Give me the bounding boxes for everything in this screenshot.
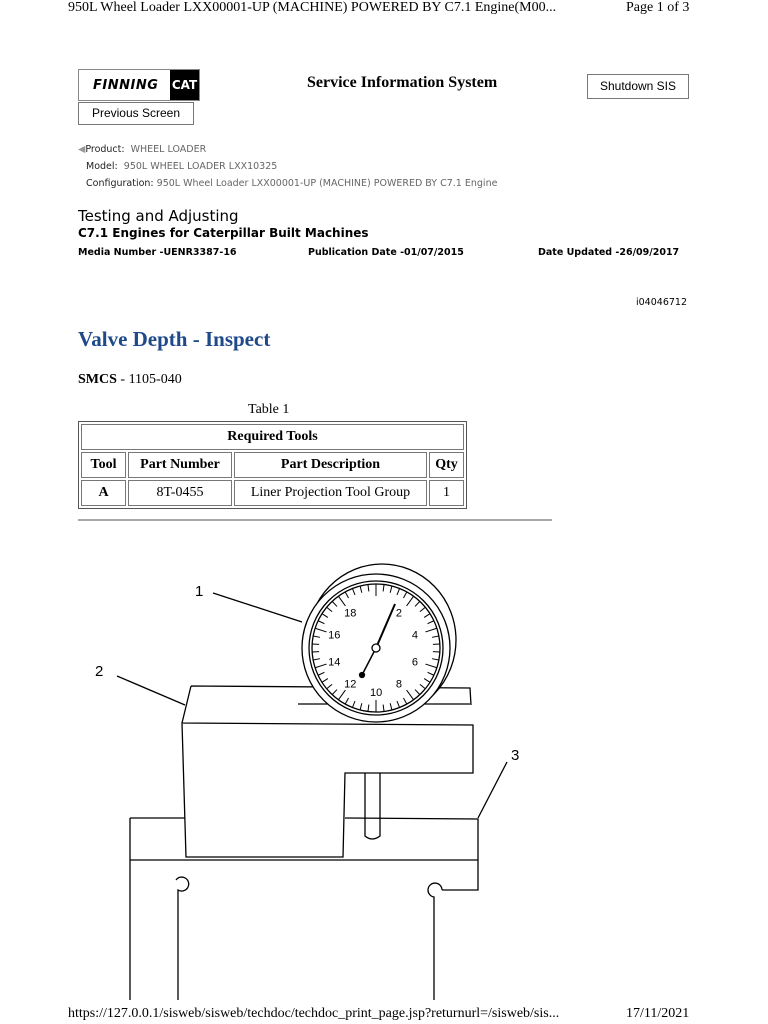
col-header-part-number: Part Number: [128, 452, 232, 478]
configuration-label: Configuration:: [86, 178, 154, 189]
cat-logo: CAT: [170, 70, 199, 100]
callout-3: 3: [511, 747, 520, 764]
configuration-line: [86, 178, 497, 189]
model-label: Model:: [86, 161, 118, 172]
dial-number: 2: [395, 607, 402, 620]
table-title: Required Tools: [81, 424, 464, 450]
model-value: 950L WHEEL LOADER LXX10325: [123, 161, 278, 172]
media-number: Media Number -UENR3387-16: [78, 247, 237, 258]
smcs-label: SMCS: [78, 372, 117, 387]
dial-number: 14: [328, 656, 341, 669]
sis-title: Service Information System: [307, 74, 498, 91]
liner-projection-tool-drawing: [130, 686, 478, 1000]
product-label: Product:: [85, 144, 125, 155]
dial-number: 10: [370, 687, 383, 699]
document-id: i04046712: [636, 297, 687, 308]
dial-number: 6: [411, 656, 418, 669]
cell-qty: 1: [429, 480, 464, 506]
valve-depth-illustration: [0, 560, 768, 1000]
date-updated: Date Updated -26/09/2017: [538, 247, 680, 258]
shutdown-sis-button[interactable]: Shutdown SIS: [587, 74, 689, 99]
smcs-value: - 1105-040: [116, 372, 182, 387]
table-row: [81, 480, 464, 506]
table-caption: Table 1: [248, 402, 290, 417]
publication-date: Publication Date -01/07/2015: [308, 247, 464, 258]
divider: [78, 519, 552, 521]
col-header-qty: Qty: [429, 452, 464, 478]
dial-number: 4: [411, 629, 418, 642]
product-line: [78, 144, 206, 155]
required-tools-table: [78, 421, 467, 509]
product-value: WHEEL LOADER: [130, 144, 207, 155]
dial-number: 16: [328, 629, 341, 642]
col-header-part-description: Part Description: [234, 452, 427, 478]
doc-type: Testing and Adjusting: [78, 207, 239, 225]
footer-url: https://127.0.0.1/sisweb/sisweb/techdoc/techdoc_print_page.jsp?returnurl=/sisweb/sis...: [68, 1006, 560, 1021]
cell-tool: A: [81, 480, 126, 506]
page-number: Page 1 of 3: [626, 0, 690, 15]
dial-number: 8: [395, 678, 402, 691]
cell-part-description: Liner Projection Tool Group: [234, 480, 427, 506]
dial-indicator: [302, 564, 456, 722]
col-header-tool: Tool: [81, 452, 126, 478]
page-title: Valve Depth - Inspect: [78, 327, 271, 351]
footer-date: 17/11/2021: [626, 1006, 690, 1021]
doc-subtitle: C7.1 Engines for Caterpillar Built Machines: [78, 226, 369, 240]
finning-cat-logo: [78, 69, 200, 101]
finning-logo-text: FINNING: [93, 78, 159, 93]
previous-screen-button[interactable]: Previous Screen: [78, 102, 194, 125]
callout-2: 2: [95, 663, 104, 680]
collapse-arrow-icon[interactable]: ◀: [78, 144, 86, 155]
smcs-line: [78, 372, 182, 388]
print-header-title: 950L Wheel Loader LXX00001-UP (MACHINE) POWERED BY C7.1 Engine(M00...: [68, 0, 557, 15]
model-line: [86, 161, 277, 172]
dial-number: 18: [344, 607, 357, 620]
cell-part-number: 8T-0455: [128, 480, 232, 506]
configuration-value: 950L Wheel Loader LXX00001-UP (MACHINE) POWERED BY C7.1 Engine: [156, 178, 498, 189]
dial-number: 12: [344, 678, 357, 691]
callout-1: 1: [195, 583, 204, 600]
